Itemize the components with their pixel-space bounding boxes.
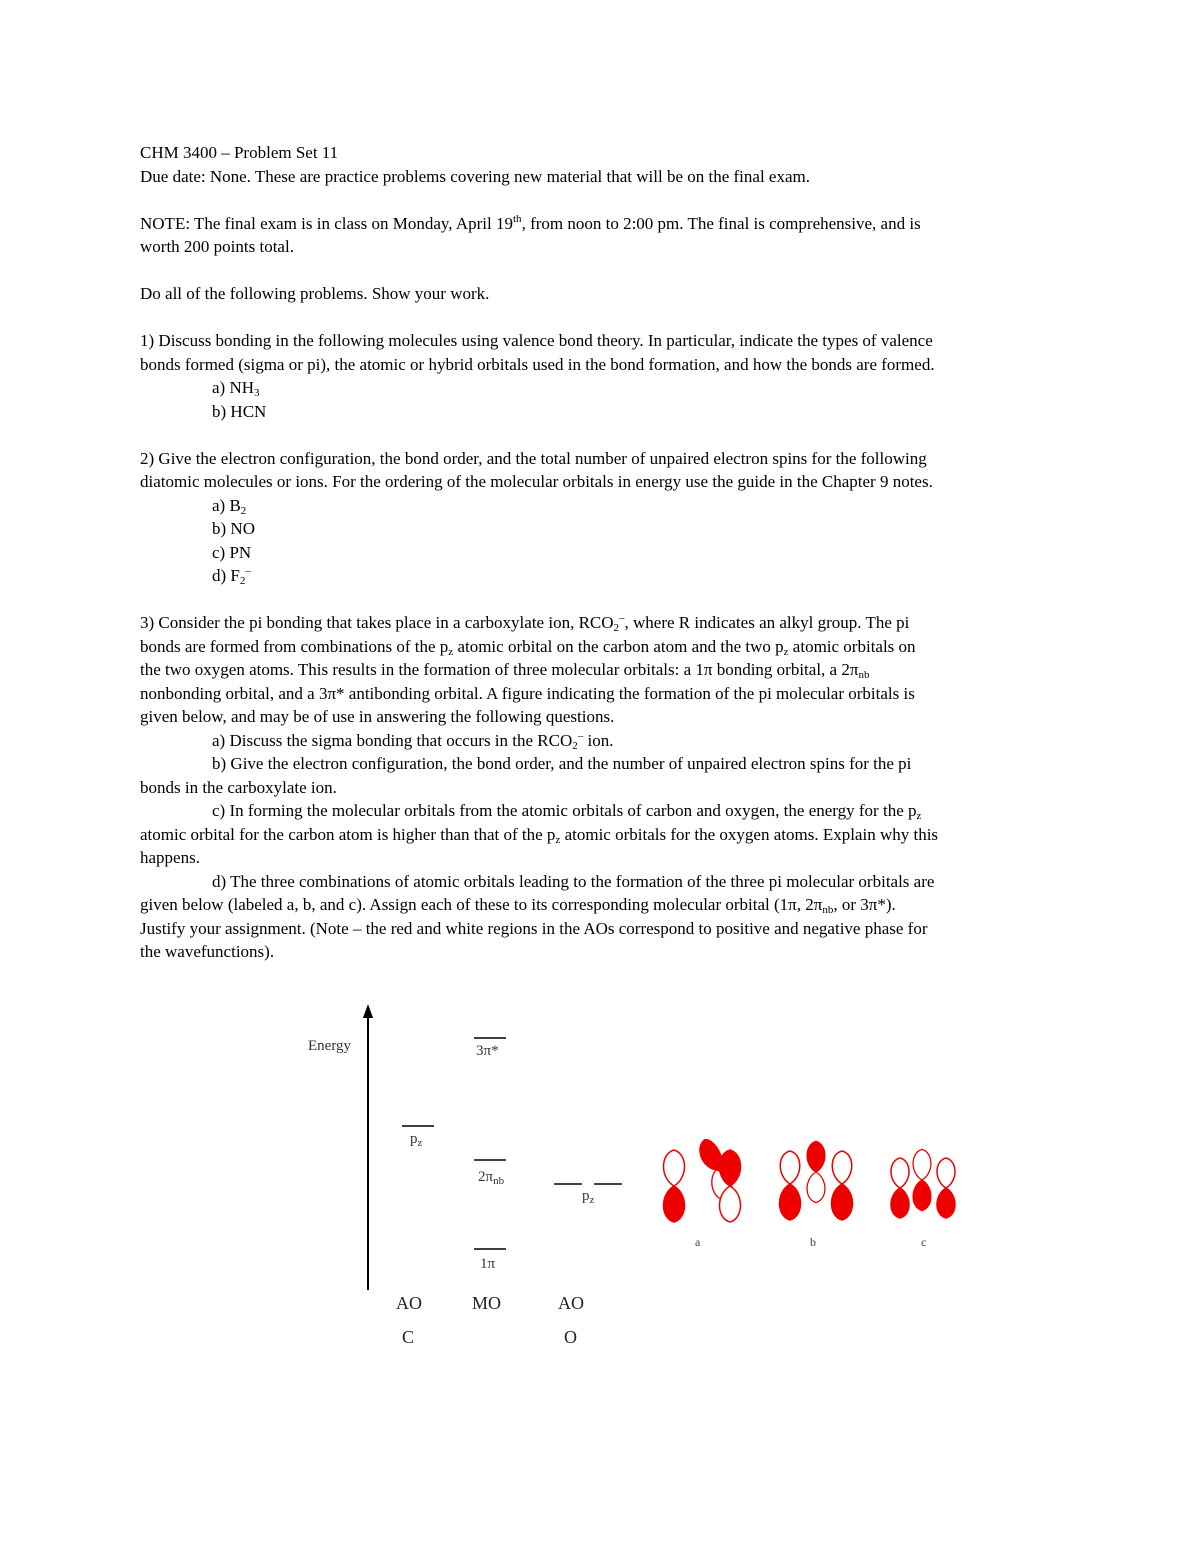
q3-part-d-line-4: the wavefunctions).: [140, 942, 275, 961]
orbital-a-label: a: [695, 1235, 701, 1249]
q3-part-d-line-3: Justify your assignment. (Note – the red and white regions in the AOs correspond to positive and negative phase for: [140, 918, 928, 938]
q3a-sup: –: [577, 729, 584, 742]
q3-l2-sub2: z: [783, 645, 789, 658]
q3-l2-text: bonds are formed from combinations of the p: [140, 636, 449, 656]
q1-part-a: [140, 376, 1060, 400]
mo-2pi-sub: nb: [493, 1175, 505, 1187]
o-pz-text: p: [582, 1188, 590, 1204]
due-date: Due date: None. These are practice problems covering new material that will be on the final exam.: [140, 166, 810, 186]
q3d-l2-post: , or 3π*).: [833, 895, 896, 914]
q3-part-d-line-1: d) The three combinations of atomic orbitals leading to the formation of the three pi molecular orbitals are: [212, 871, 935, 891]
note-text-a: NOTE: The final exam is in class on Monday, April 19: [140, 213, 513, 233]
note-sup: th: [513, 212, 522, 225]
q3-part-b-line-2: bonds in the carboxylate ion.: [140, 777, 337, 797]
orbital-combination-c: [891, 1149, 955, 1218]
q1-line-1: 1) Discuss bonding in the following molecules using valence bond theory. In particular, indicate the types of valence: [140, 331, 933, 350]
q3-l3-text: the two oxygen atoms. This results in the formation of three molecular orbitals: a 1π bonding orbital, a 2π: [140, 660, 859, 679]
q2-line-2: diatomic molecules or ions. For the ordering of the molecular orbitals in energy use the guide in the Chapter 9 notes.: [140, 472, 933, 491]
orbital-combination-a: [664, 1136, 741, 1222]
q3-line-2: [140, 635, 1060, 659]
orbital-c-carbon: [913, 1149, 931, 1210]
q3-line-4: nonbonding orbital, and a 3π* antibonding orbital. A figure indicating the formation of the pi molecular orbitals is: [140, 683, 915, 703]
q3c-l2-text: atomic orbital for the carbon atom is higher than that of the p: [140, 824, 556, 844]
orbital-a-oxygen-left: [664, 1150, 685, 1222]
q3-l2-post: atomic orbitals on: [788, 636, 916, 656]
instructions: Do all of the following problems. Show your work.: [140, 284, 490, 303]
q3c-l1-sub: z: [916, 810, 922, 822]
q3-l1-sub: 2: [613, 622, 620, 634]
q1-part-b: b) HCN: [212, 401, 267, 421]
q3a-post: ion.: [583, 730, 614, 750]
doc-title: CHM 3400 – Problem Set 11: [140, 143, 339, 162]
note-line-2: worth 200 points total.: [140, 237, 294, 256]
q3c-l2-sub: z: [555, 833, 561, 846]
q3-part-c-line-3: happens.: [140, 848, 200, 867]
q2d-text: d) F: [212, 566, 240, 585]
q2-line-1: 2) Give the electron configuration, the bond order, and the total number of unpaired electron spins for the following: [140, 448, 927, 468]
q3-l1-sup: –: [619, 612, 625, 624]
mo-2pi-label: [478, 1170, 504, 1185]
c-pz-label: [410, 1132, 422, 1147]
q3-part-d-line-2: [140, 893, 1060, 917]
o-pz-label: [582, 1189, 594, 1204]
energy-axis-arrow-icon: [363, 1004, 373, 1018]
orbital-c-label: c: [921, 1235, 927, 1249]
orbital-c-oxygen-right: [937, 1158, 955, 1218]
q2-part-c: c) PN: [212, 542, 252, 562]
q3-line-5: given below, and may be of use in answering the following questions.: [140, 707, 615, 726]
q2d-sub: 2: [239, 575, 246, 587]
q3a-sub: 2: [572, 739, 578, 752]
q2-part-d: [140, 564, 1060, 588]
q3-l1-post: , where R indicates an alkyl group. The pi: [624, 613, 910, 632]
q3c-l1-text: c) In forming the molecular orbitals from the atomic orbitals of carbon and oxygen, the energy for the p: [212, 801, 917, 820]
mo-2pi-text: 2π: [478, 1169, 494, 1185]
q2-part-a: [140, 494, 1060, 518]
orbital-b-oxygen-left: [780, 1151, 801, 1220]
o-pz-sub: z: [589, 1194, 595, 1206]
atom-c-label: C: [402, 1327, 415, 1347]
q3-part-c-line-1: [140, 799, 1060, 823]
q3c-l2-post: atomic orbitals for the oxygen atoms. Explain why this: [560, 824, 939, 844]
q3-l2-sub1: z: [448, 645, 454, 658]
note-text-b: , from noon to 2:00 pm. The final is comprehensive, and is: [521, 213, 921, 233]
q2a-sub: 2: [240, 504, 247, 517]
mo-3pi-label: 3π*: [476, 1043, 499, 1059]
q3d-l2-sub: nb: [822, 904, 834, 916]
problem-set-document: [140, 141, 1060, 964]
energy-label: Energy: [308, 1038, 352, 1054]
q1-line-2: bonds formed (sigma or pi), the atomic or hybrid orbitals used in the bond formation, and how the bonds are formed.: [140, 354, 935, 374]
ao-c-column-label: AO: [396, 1293, 422, 1313]
q3-l2-mid: atomic orbital on the carbon atom and the two p: [453, 636, 784, 656]
mo-diagram-svg: [290, 1000, 990, 1360]
q3-part-a: [140, 729, 1060, 753]
orbital-combination-b: [780, 1141, 853, 1220]
atom-o-label: O: [564, 1327, 577, 1347]
q3-l3-sub: nb: [858, 669, 870, 681]
mo-1pi-label: 1π: [480, 1256, 496, 1272]
q3a-text: a) Discuss the sigma bonding that occurs in the RCO: [212, 730, 573, 750]
q3-part-b-line-1: b) Give the electron configuration, the bond order, and the number of unpaired electron spins for the pi: [212, 754, 912, 773]
mo-column-label: MO: [472, 1293, 502, 1313]
ao-o-column-label: AO: [558, 1293, 584, 1313]
q1a-text: a) NH: [212, 378, 255, 397]
q3-line-3: [140, 658, 1060, 682]
orbital-b-oxygen-right: [832, 1151, 853, 1220]
orbital-c-oxygen-left: [891, 1158, 909, 1218]
q3-l1-text: 3) Consider the pi bonding that takes place in a carboxylate ion, RCO: [140, 613, 614, 632]
q2-part-b: b) NO: [212, 519, 255, 538]
q3-line-1: [140, 611, 1060, 635]
mo-diagram: [290, 1000, 990, 1360]
q1a-sub: 3: [254, 387, 260, 399]
c-pz-sub: z: [417, 1137, 423, 1149]
q3-part-c-line-2: [140, 823, 1060, 847]
orbital-b-label: b: [810, 1235, 816, 1249]
note-line-1: [140, 212, 1060, 236]
q2d-sup: –: [245, 565, 251, 577]
q2a-text: a) B: [212, 495, 241, 515]
q3d-l2-text: given below (labeled a, b, and c). Assign each of these to its corresponding molecular orbital (1π, 2π: [140, 895, 823, 914]
c-pz-text: p: [410, 1131, 418, 1147]
orbital-b-carbon: [807, 1141, 825, 1202]
